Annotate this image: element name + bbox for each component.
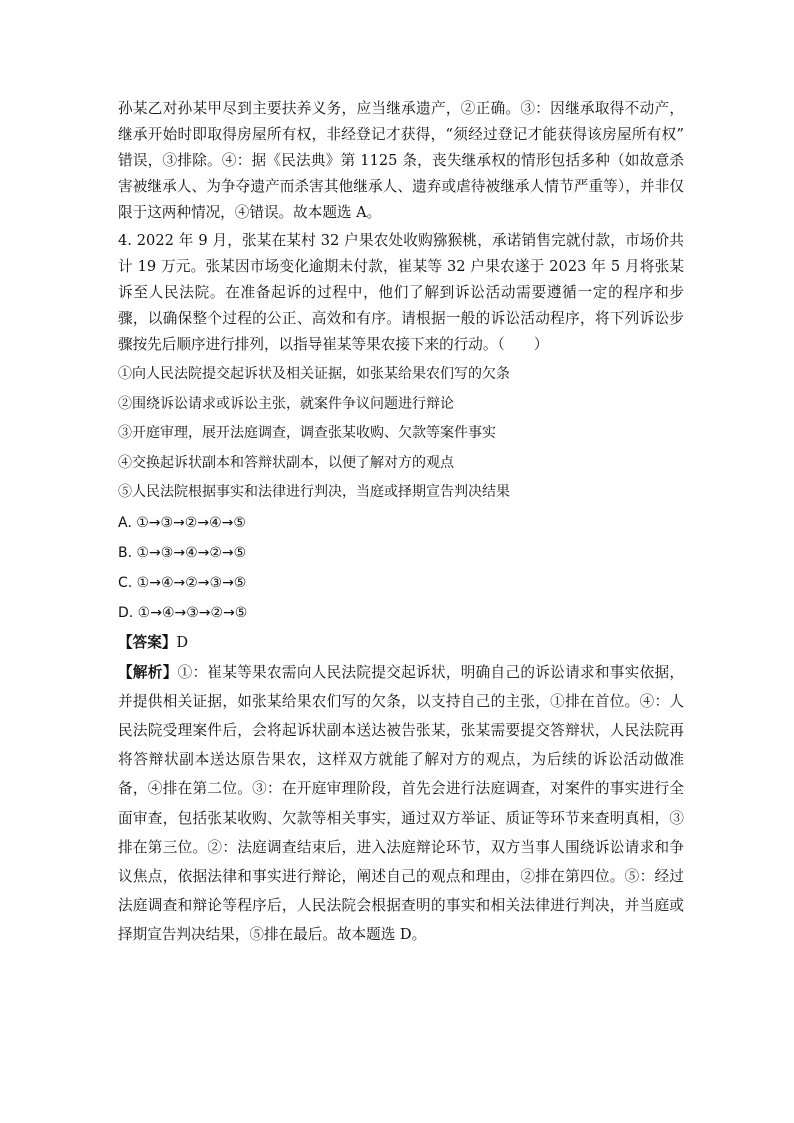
answer-label: 【答案】	[118, 633, 177, 651]
choice-d: D. ①→④→③→②→⑤	[118, 604, 248, 621]
step-item: ②围绕诉讼请求或诉讼主张，就案件争议问题进行辩论	[118, 395, 454, 412]
choice-list	[118, 508, 684, 628]
answer-line	[118, 628, 684, 658]
question-stem: 4. 2022 年 9 月，张某在某村 32 户果农处收购猕猴桃，承诺销售完就付款，市场价共计 19 万元。张某因市场变化逾期未付款，崔某等 32 户果农遂于 2023 年 5 月将张某诉至人民法院。在准备起诉的过程中，他们了解到诉讼活动需要遵循一定的程序和步骤，以确保整个过程的公正、高效和有序。请根据一般的诉讼活动程序，将下列诉讼步骤按先后顺序进行排列，以指导崔某等果农接下来的行动。（ ）	[118, 232, 684, 353]
analysis-paragraph	[118, 658, 684, 950]
answer-value: D	[176, 633, 189, 651]
choice-b: B. ①→③→④→②→⑤	[118, 544, 247, 561]
step-item: ①向人民法院提交起诉状及相关证据，如张某给果农们写的欠条	[118, 366, 510, 382]
step-item: ④交换起诉状副本和答辩状副本，以便了解对方的观点	[118, 454, 454, 471]
analysis-text: ①：崔某等果农需向人民法院提交起诉状，明确自己的诉讼请求和事实依据，并提供相关证据，如张某给果农们写的欠条，以支持自己的主张，①排在首位。④：人民法院受理案件后，会将起诉状副本送达被告张某，张某需要提交答辩状，人民法院再将答辩状副本送达原告果农，这样双方就能了解对方的观点，为后续的诉讼活动做准备，④排在第二位。③：在开庭审理阶段，首先会进行法庭调查，对案件的事实进行全面审查，包括张某收购、欠款等相关事实，通过双方举证、质证等环节来查明真相，③排在第三位。②：法庭调查结束后，进入法庭辩论环节，双方当事人围绕诉讼请求和争议焦点，依据法律和事实进行辩论，阐述自己的观点和理由，②排在第四位。⑤：经过法庭调查和辩论等程序后，人民法院会根据查明的事实和相关法律进行判决，并当庭或择期宣告判决结果，⑤排在最后。故本题选 D。	[118, 663, 684, 944]
choice-a: A. ①→③→②→④→⑤	[118, 514, 246, 531]
step-item: ③开庭审理，展开法庭调查，调查张某收购、欠款等案件事实	[118, 425, 496, 441]
step-item: ⑤人民法院根据事实和法律进行判决，当庭或择期宣告判决结果	[118, 484, 510, 500]
document-content	[118, 96, 684, 950]
choice-c: C. ①→④→②→③→⑤	[118, 574, 247, 591]
analysis-label: 【解析】	[118, 663, 178, 681]
step-list	[118, 360, 684, 508]
previous-analysis-text: 孙某乙对孙某甲尽到主要扶养义务，应当继承遗产，②正确。③：因继承取得不动产，继承开始时即取得房屋所有权，非经登记才获得，“须经过登记才能获得该房屋所有权” 错误，③排除。④：据《民法典》第 1125 条，丧失继承权的情形包括多种（如故意杀害被继承人、为争夺遗产而杀害其他继承人、遗弃或虐待被继承人情节严重等），并非仅限于这两种情况，④错误。故本题选 A。	[118, 100, 684, 221]
